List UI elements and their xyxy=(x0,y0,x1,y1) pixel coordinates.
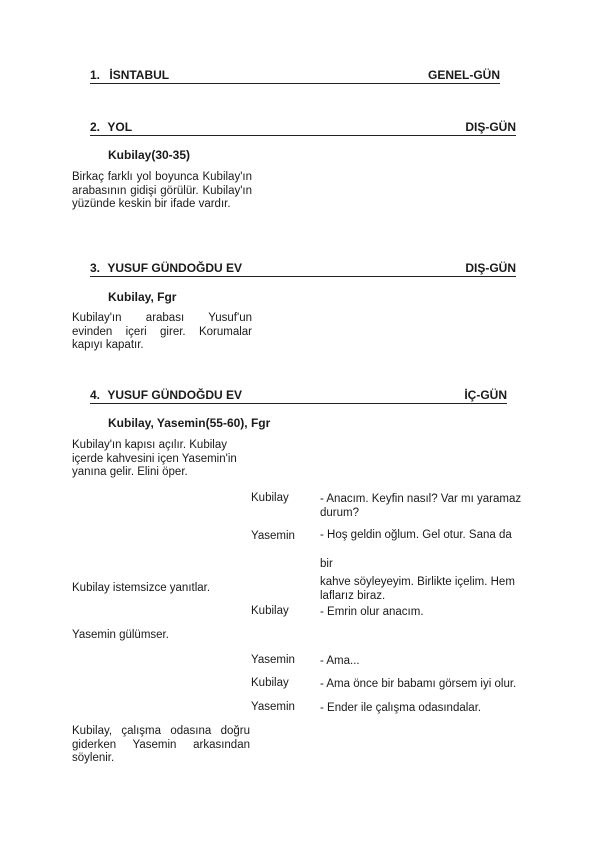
scene-location: YOL xyxy=(107,120,133,134)
action-text: Kubilay'ın kapısı açılır. Kubilay içerde kahvesini içen Yasemin'in yanına gelir. Elini öper. xyxy=(72,439,237,478)
dialogue-speaker: Yasemin xyxy=(251,701,295,713)
dialogue-line: - Emrin olur anacım. xyxy=(320,606,424,618)
scene-heading-4 xyxy=(90,388,507,404)
dialogue-line: - Ender ile çalışma odasındalar. xyxy=(320,702,482,714)
action-text: Kubilay, çalışma odasına doğru giderken Yasemin arkasından söylenir. xyxy=(72,725,250,764)
dialogue-line: - Ama önce bir babamı görsem iyi olur. xyxy=(320,678,517,690)
dialogue-speaker: Kubilay xyxy=(251,677,289,689)
scene-number: 1. xyxy=(90,68,101,82)
dialogue-line: - Hoş geldin oğlum. Gel otur. Sana da xyxy=(320,529,512,541)
dialogue-line: bir xyxy=(320,558,333,570)
scene-characters: Kubilay, Fgr xyxy=(108,290,177,304)
scene-heading-3 xyxy=(90,261,516,277)
action-text: Yasemin gülümser. xyxy=(72,629,169,641)
dialogue-speaker: Yasemin xyxy=(251,654,295,666)
action-text: Kubilay'ın arabası Yusuf'un evinden içeri girer. Korumalar kapıyı kapatır. xyxy=(72,312,252,351)
dialogue-line: - Anacım. Keyfin nasıl? Var mı yaramaz durum? xyxy=(320,493,522,519)
scene-time: GENEL-GÜN xyxy=(428,68,500,82)
scene-time: İÇ-GÜN xyxy=(464,388,507,402)
scene-characters: Kubilay, Yasemin(55-60), Fgr xyxy=(108,416,271,430)
scene-location: YUSUF GÜNDOĞDU EV xyxy=(107,388,243,402)
scene-time: DIŞ-GÜN xyxy=(465,261,516,275)
scene-time: DIŞ-GÜN xyxy=(465,120,516,134)
dialogue-line: - Ama... xyxy=(320,655,360,667)
scene-heading-2 xyxy=(90,120,516,136)
scene-number: 2. xyxy=(90,120,101,134)
dialogue-line: kahve söyleyeyim. Birlikte içelim. Hem laflarız biraz. xyxy=(320,576,515,602)
scene-heading-1 xyxy=(90,68,500,84)
dialogue-speaker: Kubilay xyxy=(251,492,289,504)
action-text: Birkaç farklı yol boyunca Kubilay'ın arabasının gidişi görülür. Kubilay'ın yüzünde keskin bir ifade vardır. xyxy=(72,171,252,210)
scene-location: İSNTABUL xyxy=(109,68,170,82)
scene-characters: Kubilay(30-35) xyxy=(108,148,191,162)
dialogue-speaker: Yasemin xyxy=(251,530,295,542)
scene-number: 4. xyxy=(90,388,101,402)
scene-number: 3. xyxy=(90,261,101,275)
scene-location: YUSUF GÜNDOĞDU EV xyxy=(107,261,243,275)
action-text: Kubilay istemsizce yanıtlar. xyxy=(72,582,211,594)
dialogue-speaker: Kubilay xyxy=(251,605,289,617)
